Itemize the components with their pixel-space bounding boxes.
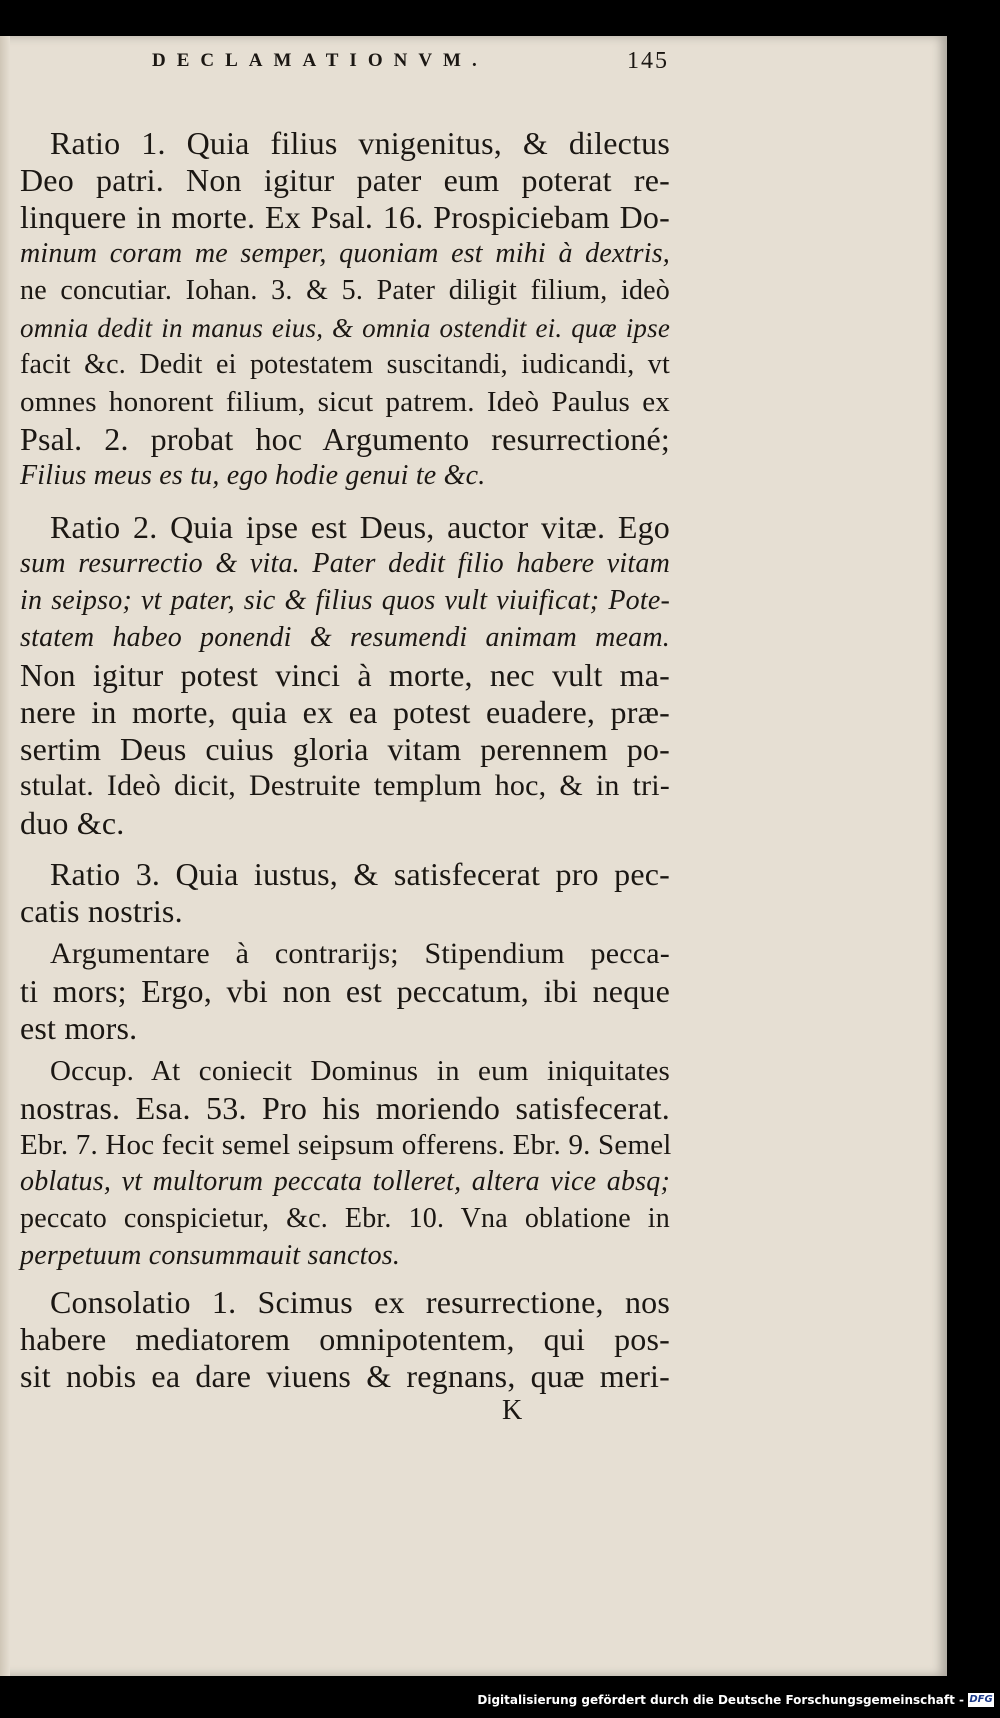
text-line: Ebr. 7. Hoc fecit semel seipsum offerens. Ebr. 9. Semel — [20, 1129, 672, 1161]
text-line: duo &c. — [20, 805, 125, 841]
text-line: catis nostris. — [20, 893, 183, 929]
text-line: Ratio 3. Quia iustus, & satisfecerat pro pec- — [50, 856, 670, 892]
text-line: Occup. At coniecit Dominus in eum iniquitates — [50, 1055, 670, 1087]
dfg-logo-icon: DFG — [969, 1694, 993, 1705]
text-line: omnes honorent filium, sicut patrem. Ideò Paulus ex — [20, 386, 670, 418]
text-line: stulat. Ideò dicit, Destruite templum hoc, & in tri- — [20, 769, 670, 802]
text-line: facit &c. Dedit ei potestatem suscitandi, iudicandi, vt — [20, 349, 670, 380]
text-line: omnia dedit in manus eius, & omnia ostendit ei. quæ ipse — [20, 313, 670, 343]
text-line: linquere in morte. Ex Psal. 16. Prospiciebam Do- — [20, 199, 670, 235]
running-head: DECLAMATIONVM. — [152, 50, 488, 71]
text-line: Consolatio 1. Scimus ex resurrectione, nos — [50, 1284, 670, 1320]
page-number: 145 — [627, 48, 669, 74]
text-line: oblatus, vt multorum peccata tolleret, altera vice absq; — [20, 1166, 670, 1197]
text-line: sit nobis ea dare viuens & regnans, quæ meri- — [20, 1358, 670, 1394]
text-line: Deo patri. Non igitur pater eum poterat re- — [20, 162, 670, 198]
text-line: est mors. — [20, 1010, 138, 1046]
text-line: Non igitur potest vinci à morte, nec vult ma- — [20, 657, 670, 693]
text-line: sum resurrectio & vita. Pater dedit filio habere vitam — [20, 548, 670, 579]
text-line: in seipso; vt pater, sic & filius quos vult viuificat; Pote- — [20, 585, 670, 616]
signature-mark: K — [502, 1395, 523, 1426]
text-line: Argumentare à contrarijs; Stipendium pecca- — [50, 937, 670, 970]
text-line: Filius meus es tu, ego hodie genui te &c. — [20, 460, 486, 491]
text-line: Psal. 2. probat hoc Argumento resurrectioné; — [20, 421, 670, 457]
text-line: ne concutiar. Iohan. 3. & 5. Pater diligit filium, ideò — [20, 275, 670, 306]
text-line: habere mediatorem omnipotentem, qui pos- — [20, 1321, 670, 1357]
text-line: ti mors; Ergo, vbi non est peccatum, ibi neque — [20, 973, 670, 1009]
digitization-footer — [0, 1690, 1000, 1718]
text-line: peccato conspicietur, &c. Ebr. 10. Vna oblatione in — [20, 1203, 670, 1234]
text-line: nostras. Esa. 53. Pro his moriendo satisfecerat. — [20, 1090, 670, 1126]
text-line: perpetuum consummauit sanctos. — [20, 1240, 401, 1271]
text-line: sertim Deus cuius gloria vitam perennem po- — [20, 731, 670, 767]
text-line: Ratio 2. Quia ipse est Deus, auctor vitæ. Ego — [50, 509, 670, 545]
text-line: minum coram me semper, quoniam est mihi à dextris, — [20, 238, 670, 269]
text-line: nere in morte, quia ex ea potest euadere, præ- — [20, 694, 670, 730]
text-line: statem habeo ponendi & resumendi animam meam. — [20, 622, 670, 653]
text-line: Ratio 1. Quia filius vnigenitus, & dilectus — [50, 125, 670, 161]
footer-credit: Digitalisierung gefördert durch die Deutsche Forschungsgemeinschaft - — [477, 1693, 964, 1707]
